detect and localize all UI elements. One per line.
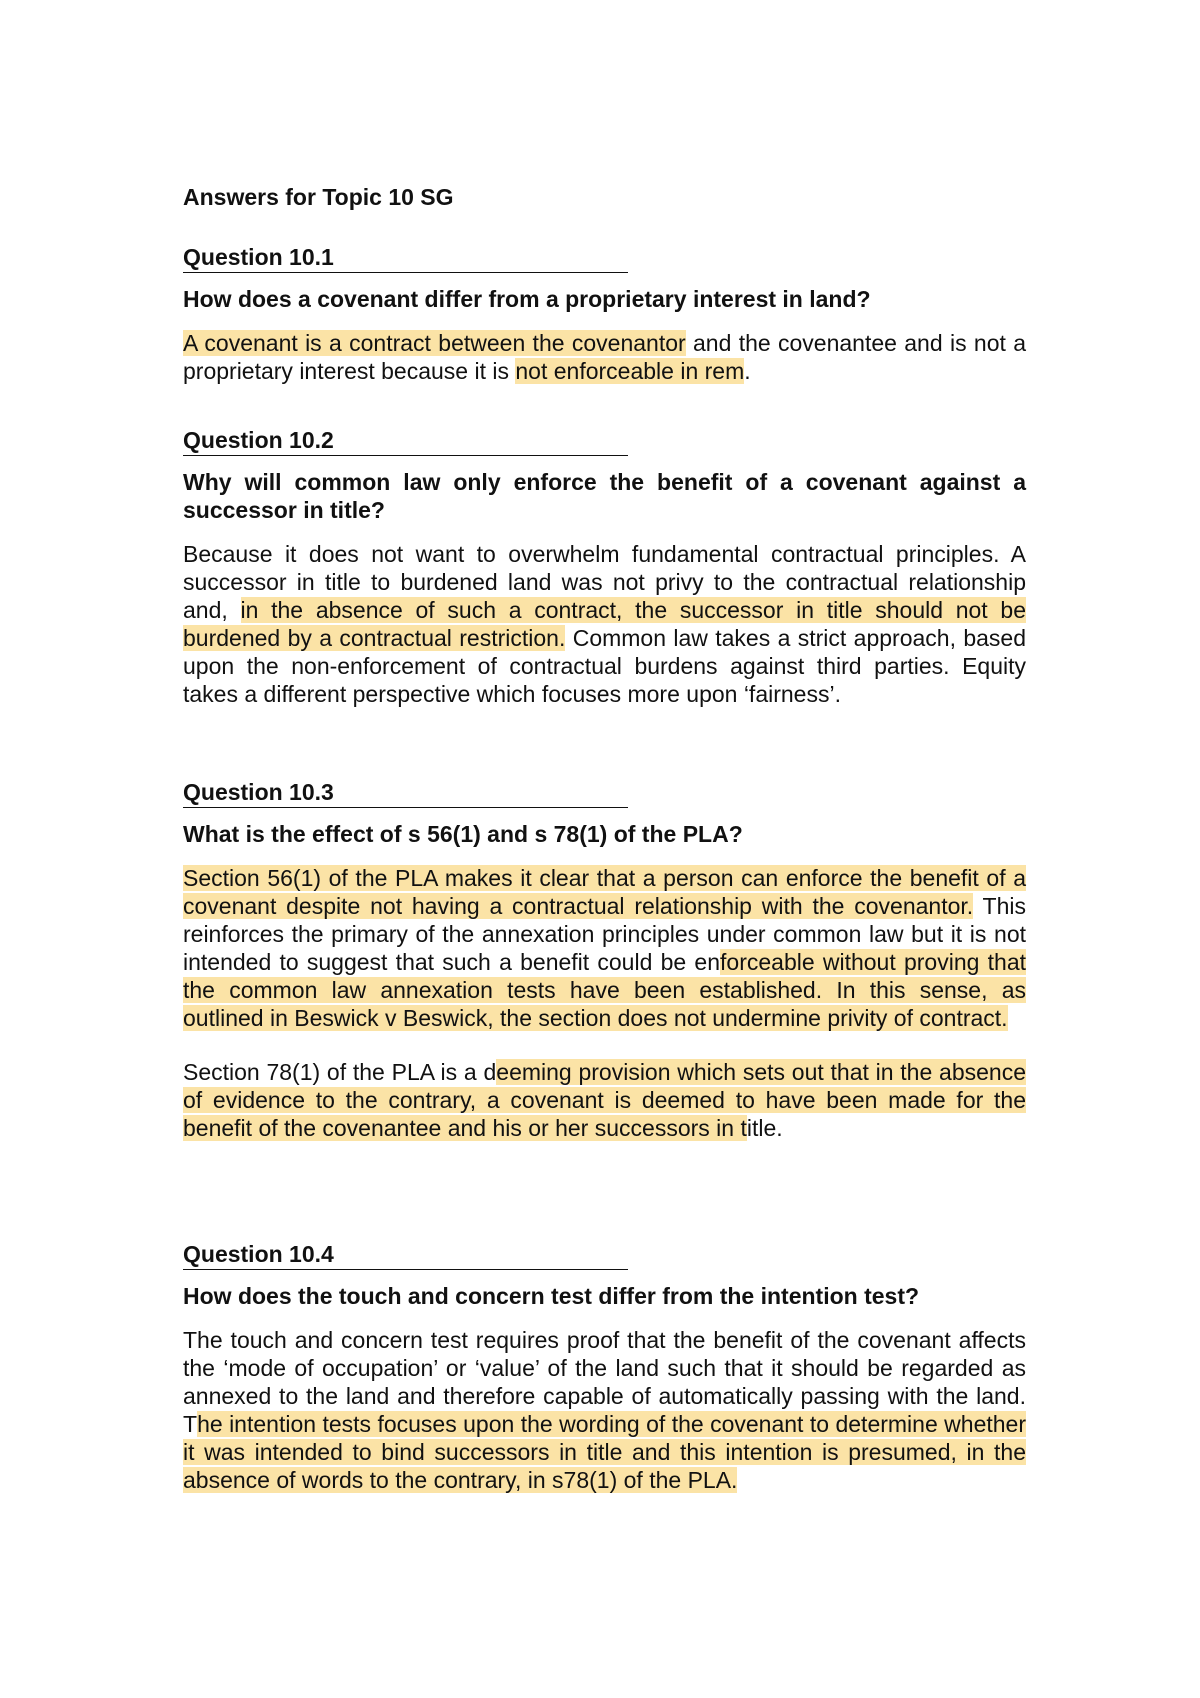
question-heading: Question 10.1 bbox=[183, 243, 628, 273]
question-text: How does the touch and concern test differ from the intention test? bbox=[183, 1283, 920, 1309]
question-text: How does a covenant differ from a proprietary interest in land? bbox=[183, 286, 871, 312]
highlighted-text: in the absence of such a contract, the successor in title should not be burdened by a contractual restriction. bbox=[183, 597, 1027, 651]
answer-text: itle. bbox=[746, 1115, 783, 1141]
answer-paragraph bbox=[183, 864, 1026, 1032]
answer-paragraph bbox=[183, 1058, 1026, 1142]
question-text: Why will common law only enforce the benefit of a covenant against a successor in title? bbox=[183, 469, 1026, 523]
question-heading: Question 10.2 bbox=[183, 426, 628, 456]
question-block-10-1 bbox=[183, 243, 1026, 385]
answer-text: The touch and concern test requires proof that the benefit of the covenant affects the ‘mode of occupation’ or ‘value’ of the land such that it should be regarded as annexed to the land and therefore capable of automatically passing with the land. T bbox=[183, 1327, 1026, 1437]
highlighted-text: A covenant is a contract between the covenantor bbox=[183, 330, 686, 356]
answer-text: This reinforces the primary of the annexation principles under common law but it is not intended to suggest that such a benefit could be en bbox=[183, 893, 1026, 975]
question-block-10-4 bbox=[183, 1240, 1026, 1494]
answer-paragraph bbox=[183, 1326, 1026, 1494]
highlighted-text: not enforceable in rem bbox=[515, 358, 745, 384]
answer-paragraph bbox=[183, 329, 1026, 385]
highlighted-text: forceable without proving that the common law annexation tests have been established. In this sense, as outlined in Beswick v Beswick, the section does not undermine privity of contract. bbox=[183, 949, 1026, 1031]
answer-text: Section 78(1) of the PLA is a d bbox=[183, 1059, 497, 1085]
answer-text: and the covenantee and is not a proprietary interest because it is bbox=[183, 330, 1026, 384]
question-heading: Question 10.3 bbox=[183, 778, 628, 808]
answer-paragraph bbox=[183, 540, 1026, 708]
question-text: What is the effect of s 56(1) and s 78(1) of the PLA? bbox=[183, 821, 743, 847]
question-heading: Question 10.4 bbox=[183, 1240, 628, 1270]
question-block-10-3 bbox=[183, 778, 1026, 1142]
highlighted-text: he intention tests focuses upon the wording of the covenant to determine whether it was intended to bind successors in title and this intention is presumed, in the absence of words to the contrary, in s78(1) of the PLA. bbox=[183, 1411, 1026, 1493]
document-title: Answers for Topic 10 SG bbox=[183, 184, 454, 210]
answer-text: Common law takes a strict approach, based upon the non-enforcement of contractual burdens against third parties. Equity takes a different perspective which focuses more upon ‘fairness’. bbox=[183, 625, 1026, 707]
question-block-10-2 bbox=[183, 426, 1026, 708]
answer-text: . bbox=[744, 358, 751, 384]
highlighted-text: eeming provision which sets out that in the absence of evidence to the contrary, a covenant is deemed to have been made for the benefit of the covenantee and his or her successors in t bbox=[183, 1059, 1026, 1141]
answer-text: Because it does not want to overwhelm fundamental contractual principles. A successor in title to burdened land was not privy to the contractual relationship and, bbox=[183, 541, 1026, 623]
highlighted-text: Section 56(1) of the PLA makes it clear that a person can enforce the benefit of a covenant despite not having a contractual relationship with the covenantor. bbox=[183, 865, 1026, 919]
